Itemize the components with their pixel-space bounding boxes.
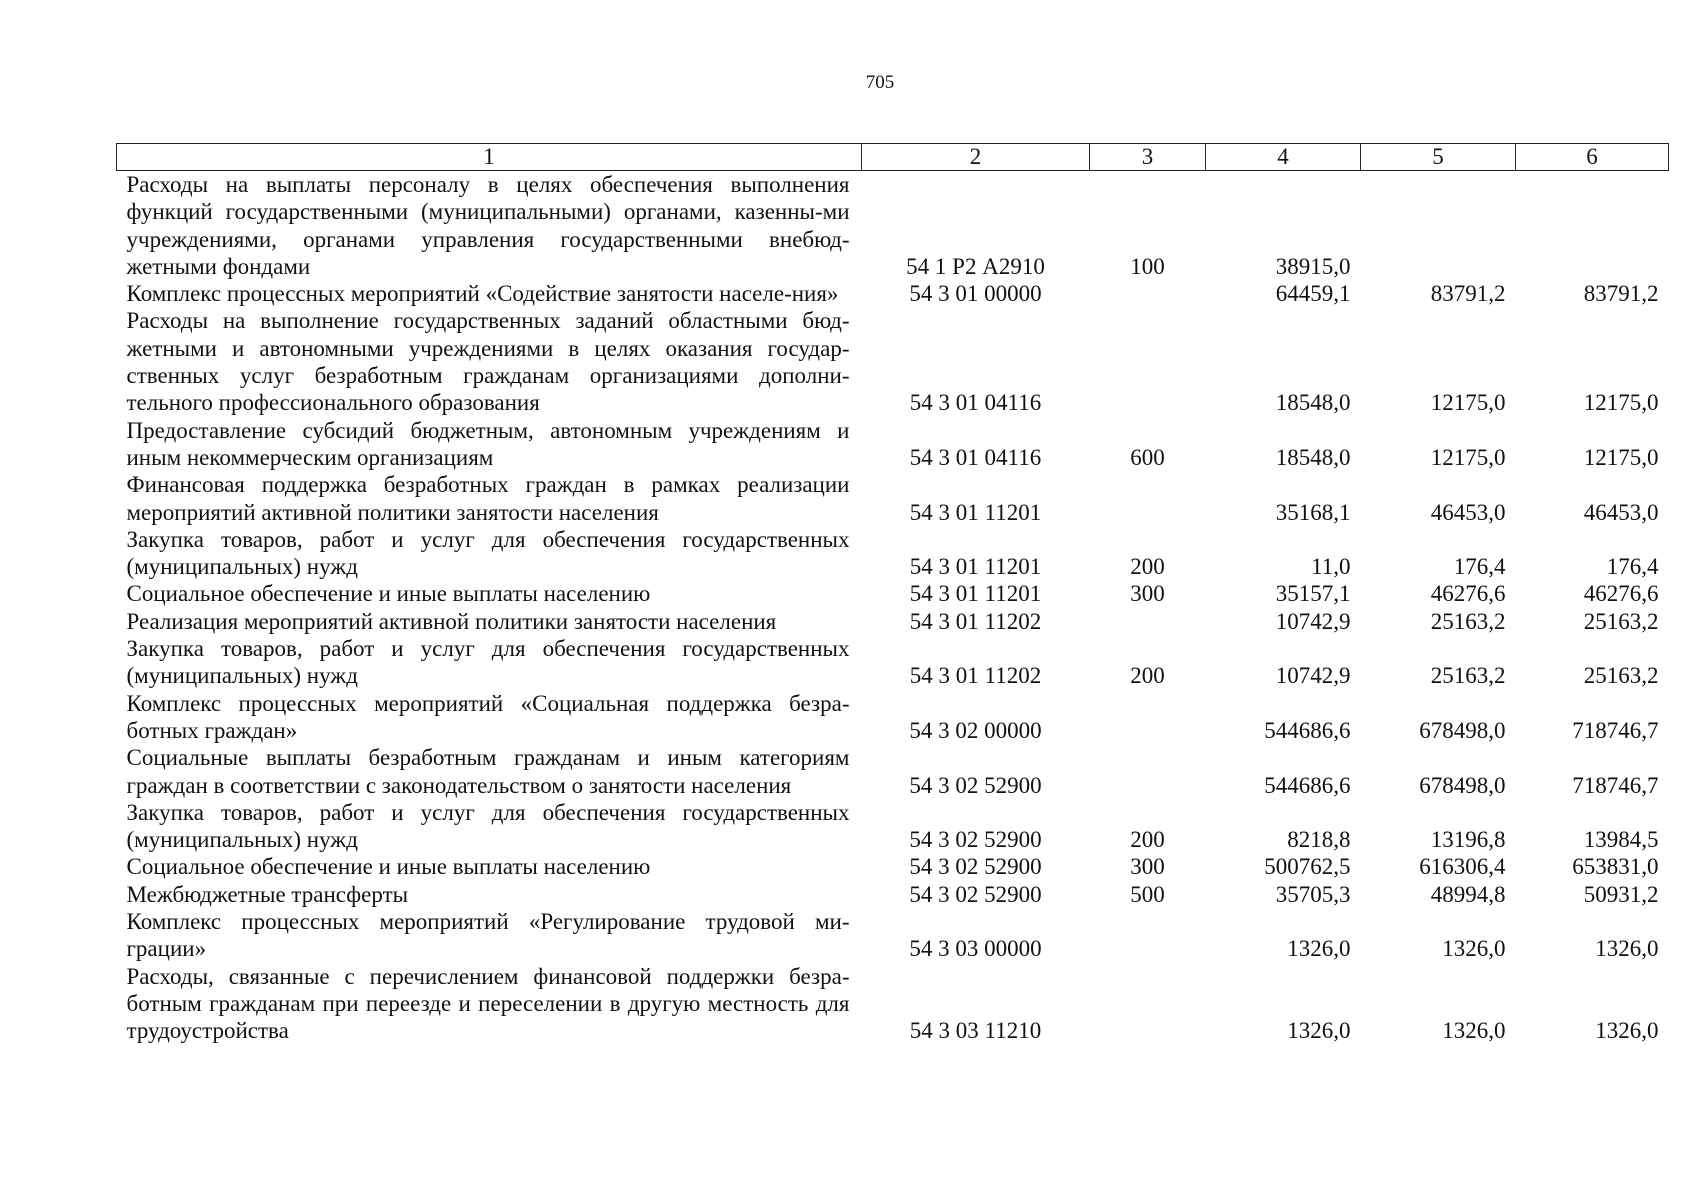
row-value-col5: 48994,8 bbox=[1430, 881, 1506, 907]
row-name: Расходы на выполнение государственных заданий областными бюд-жетными и автономными учреждениями в целях оказания государ-ственных услуг безработным гражданам организациями дополни-тельного профессионального образования bbox=[126, 308, 850, 416]
row-value-col5: 46276,6 bbox=[1430, 581, 1506, 607]
page-number: 705 bbox=[865, 72, 895, 93]
row-expense-type bbox=[1090, 744, 1206, 799]
row-value-col6: 25163,2 bbox=[1583, 663, 1659, 689]
row-code: 54 3 01 11202 bbox=[909, 608, 1042, 634]
row-value-col5: 176,4 bbox=[1453, 554, 1506, 580]
row-expense-type: 200 bbox=[1130, 663, 1165, 689]
table-row bbox=[117, 280, 1669, 307]
header-cell-3: 3 bbox=[1090, 144, 1206, 171]
row-expense-type: 300 bbox=[1130, 581, 1165, 607]
row-value-col5: 1326,0 bbox=[1442, 936, 1506, 962]
row-value-col6: 83791,2 bbox=[1583, 281, 1659, 307]
row-name: Закупка товаров, работ и услуг для обеспечения государственных (муниципальных) нужд bbox=[126, 799, 850, 853]
table-row bbox=[117, 580, 1669, 607]
row-code: 54 3 02 00000 bbox=[909, 717, 1042, 743]
row-value-col5: 46453,0 bbox=[1430, 499, 1506, 525]
row-name: Закупка товаров, работ и услуг для обеспечения государственных (муниципальных) нужд bbox=[126, 636, 850, 689]
table-row bbox=[117, 853, 1669, 880]
row-name: Реализация мероприятий активной политики занятости населения bbox=[126, 608, 777, 634]
row-value-col6: 50931,2 bbox=[1583, 881, 1659, 907]
row-code: 54 3 01 11201 bbox=[909, 554, 1042, 580]
row-value-col4: 1326,0 bbox=[1287, 1018, 1351, 1044]
row-name: Межбюджетные трансферты bbox=[126, 881, 409, 907]
row-value-col4: 10742,9 bbox=[1275, 663, 1351, 689]
row-value-col6: 1326,0 bbox=[1595, 936, 1659, 962]
row-expense-type bbox=[1090, 471, 1206, 526]
row-value-col4: 11,0 bbox=[1311, 554, 1351, 580]
row-name: Финансовая поддержка безработных граждан в рамках реализации мероприятий активной политики занятости населения bbox=[126, 472, 850, 525]
table-row bbox=[117, 744, 1669, 799]
row-name: Расходы на выплаты персоналу в целях обеспечения выполнения функций государственными (муниципальными) органами, казенны-ми учреждениями, органами управления государственными внебюд-жетными фондами bbox=[126, 172, 850, 279]
header-cell-1: 1 bbox=[117, 144, 862, 171]
row-expense-type bbox=[1090, 307, 1206, 416]
row-code: 54 3 01 04116 bbox=[909, 444, 1042, 470]
row-name: Комплекс процессных мероприятий «Регулирование трудовой ми-грации» bbox=[126, 909, 850, 962]
row-value-col5: 616306,4 bbox=[1419, 854, 1506, 880]
row-code: 54 3 01 11201 bbox=[909, 499, 1042, 525]
row-code: 54 1 Р2 А2910 bbox=[906, 253, 1045, 279]
table-row bbox=[117, 963, 1669, 1045]
row-value-col5: 12175,0 bbox=[1430, 390, 1506, 416]
row-expense-type bbox=[1090, 280, 1206, 307]
row-name: Социальное обеспечение и иные выплаты населению bbox=[126, 854, 651, 880]
row-value-col6: 25163,2 bbox=[1583, 608, 1659, 634]
header-cell-2: 2 bbox=[862, 144, 1090, 171]
table-row bbox=[117, 471, 1669, 526]
header-cell-6: 6 bbox=[1516, 144, 1669, 171]
row-value-col5: 12175,0 bbox=[1430, 444, 1506, 470]
row-name: Закупка товаров, работ и услуг для обеспечения государственных (муниципальных) нужд bbox=[126, 526, 850, 580]
row-code: 54 3 02 52900 bbox=[909, 854, 1042, 880]
row-value-col4: 544686,6 bbox=[1264, 717, 1351, 743]
table-row bbox=[117, 608, 1669, 635]
row-code: 54 3 02 52900 bbox=[909, 772, 1042, 798]
row-value-col6: 176,4 bbox=[1606, 554, 1659, 580]
row-name: Предоставление субсидий бюджетным, автономным учреждениям и иным некоммерческим организациям bbox=[126, 417, 850, 470]
table-row bbox=[117, 799, 1669, 854]
row-value-col6: 46453,0 bbox=[1583, 499, 1659, 525]
row-name: Комплекс процессных мероприятий «Социальная поддержка безра-ботных граждан» bbox=[126, 690, 850, 743]
table-row bbox=[117, 307, 1669, 416]
row-value-col5: 13196,8 bbox=[1430, 827, 1506, 853]
row-expense-type: 300 bbox=[1130, 854, 1165, 880]
row-value-col5: 678498,0 bbox=[1419, 772, 1506, 798]
row-value-col5 bbox=[1361, 171, 1516, 281]
row-value-col4: 38915,0 bbox=[1275, 253, 1351, 279]
row-expense-type bbox=[1090, 963, 1206, 1045]
row-value-col5: 1326,0 bbox=[1442, 1018, 1506, 1044]
row-value-col4: 544686,6 bbox=[1264, 772, 1351, 798]
row-code: 54 3 02 52900 bbox=[909, 827, 1042, 853]
row-value-col4: 35705,3 bbox=[1275, 881, 1351, 907]
row-value-col4: 500762,5 bbox=[1264, 854, 1351, 880]
table-row bbox=[117, 171, 1669, 281]
row-value-col5: 678498,0 bbox=[1419, 717, 1506, 743]
table-row bbox=[117, 417, 1669, 472]
row-value-col4: 10742,9 bbox=[1275, 608, 1351, 634]
row-value-col5: 25163,2 bbox=[1430, 608, 1506, 634]
row-value-col6: 46276,6 bbox=[1583, 581, 1659, 607]
row-code: 54 3 02 52900 bbox=[909, 881, 1042, 907]
table-row bbox=[117, 526, 1669, 581]
row-value-col4: 8218,8 bbox=[1287, 827, 1351, 853]
row-value-col4: 1326,0 bbox=[1287, 936, 1351, 962]
row-name: Расходы, связанные с перечислением финансовой поддержки безра-ботным гражданам при переезде и переселении в другую местность для трудоустройства bbox=[126, 963, 850, 1044]
row-value-col6: 1326,0 bbox=[1595, 1018, 1659, 1044]
row-expense-type: 100 bbox=[1130, 253, 1165, 279]
table-row bbox=[117, 881, 1669, 908]
row-code: 54 3 03 00000 bbox=[909, 936, 1042, 962]
budget-table bbox=[116, 143, 1669, 1045]
row-code: 54 3 01 00000 bbox=[909, 281, 1042, 307]
row-expense-type bbox=[1090, 608, 1206, 635]
row-value-col4: 18548,0 bbox=[1275, 390, 1351, 416]
row-value-col6: 12175,0 bbox=[1583, 444, 1659, 470]
row-value-col6: 653831,0 bbox=[1572, 854, 1659, 880]
row-expense-type bbox=[1090, 908, 1206, 963]
row-value-col6: 13984,5 bbox=[1583, 827, 1659, 853]
row-value-col4: 35157,1 bbox=[1275, 581, 1351, 607]
row-value-col6 bbox=[1516, 171, 1669, 281]
header-cell-4: 4 bbox=[1206, 144, 1361, 171]
row-code: 54 3 01 11201 bbox=[909, 581, 1042, 607]
table-body bbox=[117, 171, 1669, 1045]
table-row bbox=[117, 690, 1669, 745]
row-name: Социальные выплаты безработным гражданам и иным категориям граждан в соответствии с законодательством о занятости населения bbox=[126, 745, 850, 798]
header-cell-5: 5 bbox=[1361, 144, 1516, 171]
row-code: 54 3 03 11210 bbox=[909, 1018, 1042, 1044]
table-row bbox=[117, 908, 1669, 963]
row-value-col6: 12175,0 bbox=[1583, 390, 1659, 416]
row-value-col4: 35168,1 bbox=[1275, 499, 1351, 525]
table-header-row bbox=[117, 144, 1669, 171]
row-value-col5: 25163,2 bbox=[1430, 663, 1506, 689]
row-code: 54 3 01 11202 bbox=[909, 663, 1042, 689]
row-code: 54 3 01 04116 bbox=[909, 390, 1042, 416]
table-row bbox=[117, 635, 1669, 690]
row-expense-type: 200 bbox=[1130, 827, 1165, 853]
row-expense-type: 200 bbox=[1130, 554, 1165, 580]
row-value-col4: 64459,1 bbox=[1275, 281, 1351, 307]
row-expense-type: 600 bbox=[1130, 444, 1165, 470]
row-expense-type: 500 bbox=[1130, 881, 1165, 907]
row-value-col6: 718746,7 bbox=[1572, 717, 1659, 743]
row-name: Комплекс процессных мероприятий «Содействие занятости населе-ния» bbox=[126, 281, 839, 307]
row-value-col6: 718746,7 bbox=[1572, 772, 1659, 798]
row-expense-type bbox=[1090, 690, 1206, 745]
row-value-col4: 18548,0 bbox=[1275, 444, 1351, 470]
row-value-col5: 83791,2 bbox=[1430, 281, 1506, 307]
row-name: Социальное обеспечение и иные выплаты населению bbox=[126, 581, 651, 607]
